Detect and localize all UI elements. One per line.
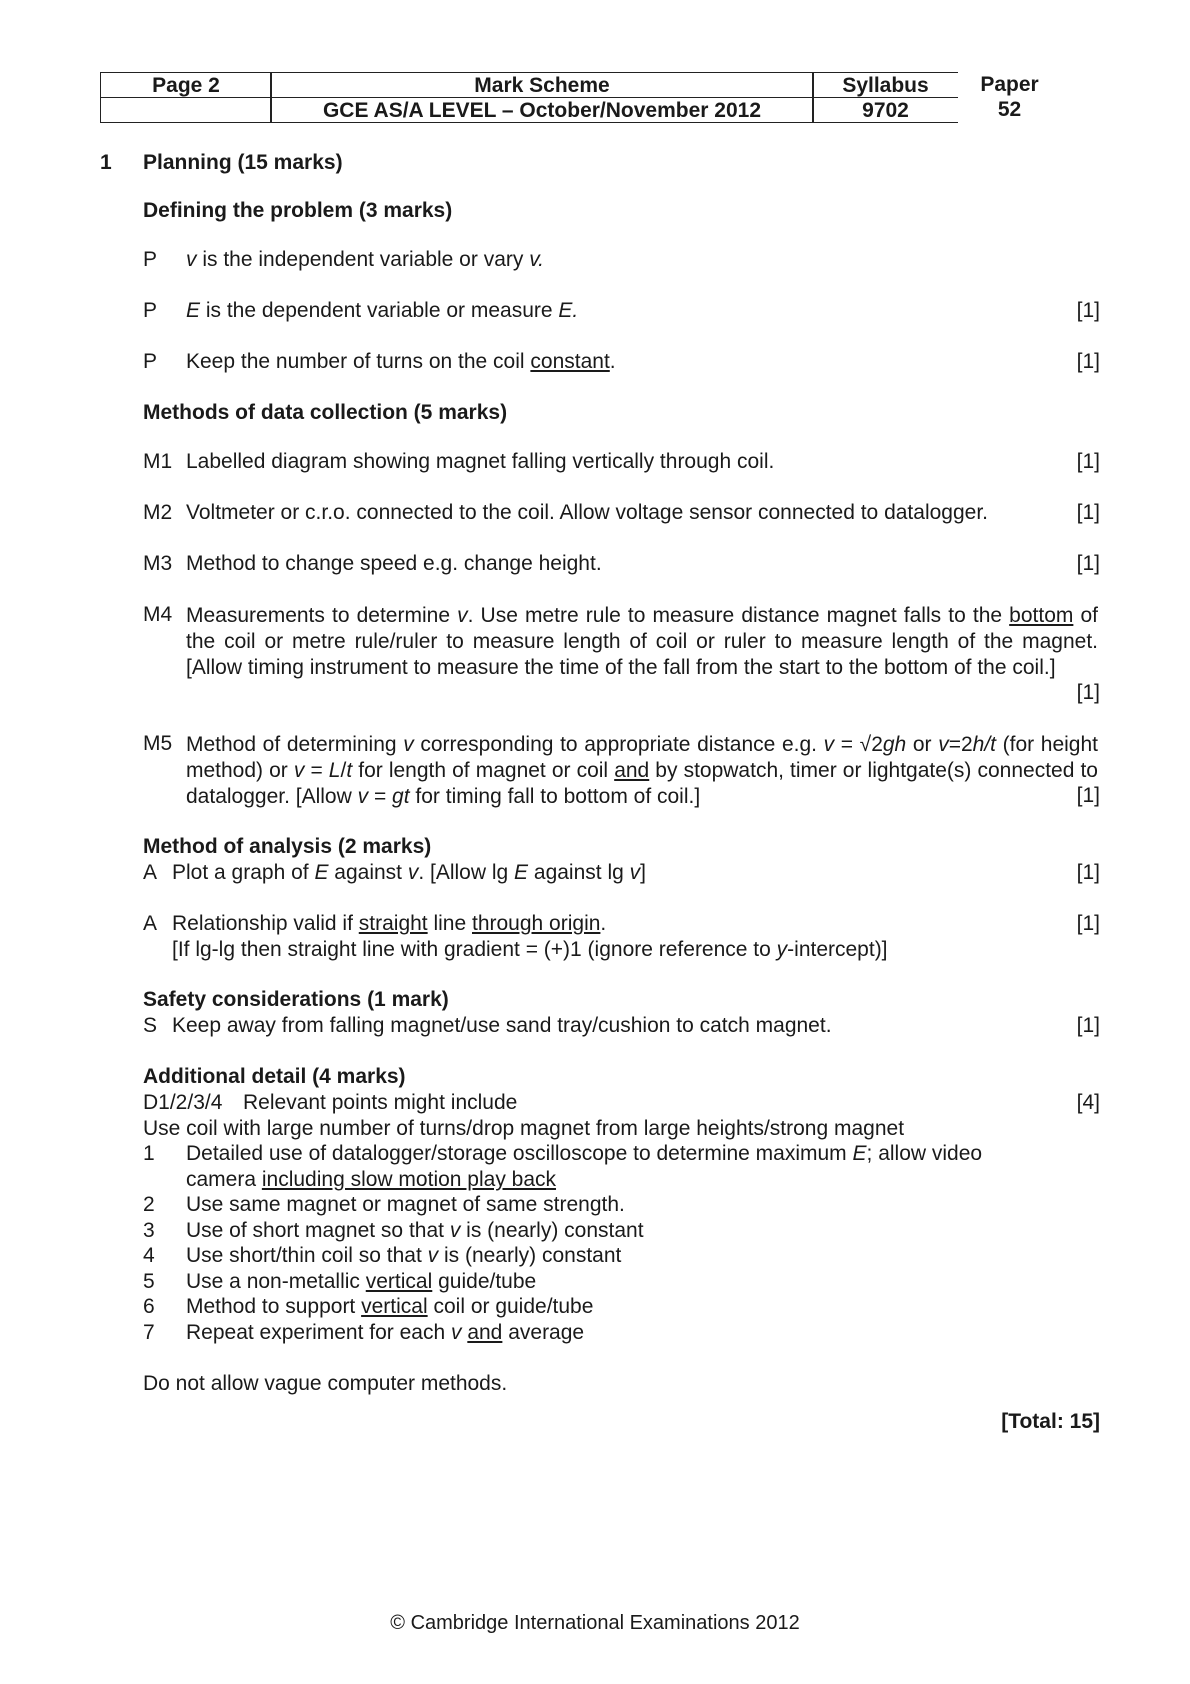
paper-label: Paper — [980, 73, 1039, 96]
page-number: Page 2 — [100, 72, 272, 98]
item-text: Keep the number of turns on the coil constant. — [186, 350, 616, 373]
syllabus-code: 9702 — [812, 97, 958, 123]
m5-mark: [1] — [1076, 784, 1100, 807]
syllabus-label: Syllabus — [812, 72, 958, 98]
item-text: Keep away from falling magnet/use sand tray/cushion to catch magnet. — [172, 1014, 832, 1037]
list-item-text: Repeat experiment for each v and average — [186, 1321, 585, 1344]
list-item-number: 6 — [143, 1295, 155, 1318]
list-item-text-continued: camera including slow motion play back — [186, 1168, 557, 1191]
item-label: M3 — [143, 552, 173, 575]
list-item-number: 3 — [143, 1219, 155, 1242]
item-label: P — [143, 299, 158, 322]
item-text: Relevant points might include — [243, 1091, 518, 1114]
item-label: P — [143, 248, 158, 271]
item-text: Method to change speed e.g. change height. — [186, 552, 602, 575]
footer-copyright: © Cambridge International Examinations 2012 — [390, 1612, 800, 1634]
document-type: Mark Scheme — [270, 72, 814, 98]
list-item-text: Method to support vertical coil or guide/tube — [186, 1295, 594, 1318]
section-heading-analysis: Method of analysis (2 marks) — [143, 835, 432, 858]
list-item-number: 4 — [143, 1244, 155, 1267]
section-heading-additional: Additional detail (4 marks) — [143, 1065, 406, 1088]
m4-mark: [1] — [1076, 681, 1100, 704]
additional-intro: Use coil with large number of turns/drop magnet from large heights/strong magnet — [143, 1117, 905, 1140]
additional-note: Do not allow vague computer methods. — [143, 1372, 508, 1395]
item-text: v is the independent variable or vary v. — [186, 248, 544, 271]
mark-value: [4] — [1076, 1091, 1100, 1114]
list-item-text: Use of short magnet so that v is (nearly) constant — [186, 1219, 644, 1242]
item-label: A — [143, 912, 158, 935]
item-label: M4 — [143, 603, 173, 626]
a2-note: [If lg-lg then straight line with gradient = (+)1 (ignore reference to y-intercept)] — [172, 938, 888, 961]
paper-number: 52 — [997, 98, 1022, 121]
item-text: Labelled diagram showing magnet falling vertically through coil. — [186, 450, 775, 473]
mark-value: [1] — [1076, 552, 1100, 575]
section-heading-safety: Safety considerations (1 mark) — [143, 988, 449, 1011]
empty-cell — [100, 97, 272, 123]
item-label: S — [143, 1014, 158, 1037]
item-label: M1 — [143, 450, 173, 473]
item-label: D1/2/3/4 — [143, 1091, 223, 1114]
item-label: M2 — [143, 501, 173, 524]
list-item-number: 5 — [143, 1270, 155, 1293]
mark-value: [1] — [1076, 350, 1100, 373]
item-text: Voltmeter or c.r.o. connected to the coil. Allow voltage sensor connected to datalogger. — [186, 501, 988, 524]
total-marks: [Total: 15] — [1001, 1410, 1100, 1433]
header-table — [100, 72, 1061, 125]
list-item-text: Detailed use of datalogger/storage oscilloscope to determine maximum E; allow video — [186, 1142, 983, 1165]
item-text: Plot a graph of E against v. [Allow lg E against lg v] — [172, 861, 646, 884]
question-number: 1 — [100, 151, 112, 174]
list-item-number: 7 — [143, 1321, 155, 1344]
section-heading-defining: Defining the problem (3 marks) — [143, 199, 453, 222]
question-title: Planning (15 marks) — [143, 151, 343, 174]
list-item-number: 1 — [143, 1142, 155, 1165]
mark-value: [1] — [1076, 912, 1100, 935]
list-item-text: Use same magnet or magnet of same strength. — [186, 1193, 625, 1216]
exam-title: GCE AS/A LEVEL – October/November 2012 — [270, 97, 814, 123]
item-label: A — [143, 861, 158, 884]
list-item-text: Use short/thin coil so that v is (nearly) constant — [186, 1244, 622, 1267]
mark-value: [1] — [1076, 861, 1100, 884]
mark-value: [1] — [1076, 450, 1100, 473]
mark-value: [1] — [1076, 501, 1100, 524]
item-label: P — [143, 350, 158, 373]
item-text: E is the dependent variable or measure E. — [186, 299, 579, 322]
item-text: Relationship valid if straight line through origin. — [172, 912, 607, 935]
mark-value: [1] — [1076, 1014, 1100, 1037]
mark-value: [1] — [1076, 299, 1100, 322]
m4-text: Measurements to determine v. Use metre rule to measure distance magnet falls to the bottom of the coil or metre rule/ruler to measure length of coil or ruler to measure length of the magnet. [Allow timing instrument to measure the time of the fall from the start to the bottom of the coil.] — [186, 604, 1098, 679]
list-item-number: 2 — [143, 1193, 155, 1216]
item-label: M5 — [143, 732, 173, 755]
section-heading-methods: Methods of data collection (5 marks) — [143, 401, 508, 424]
m5-text: Method of determining v corresponding to appropriate distance e.g. v = √2gh or v=2h/t (for height method) or v = L/t for length of magnet or coil and by stopwatch, timer or lightgate(s) connected to datalogger. [Allow v = gt for timing fall to bottom of coil.] — [186, 733, 1098, 808]
list-item-text: Use a non-metallic vertical guide/tube — [186, 1270, 537, 1293]
